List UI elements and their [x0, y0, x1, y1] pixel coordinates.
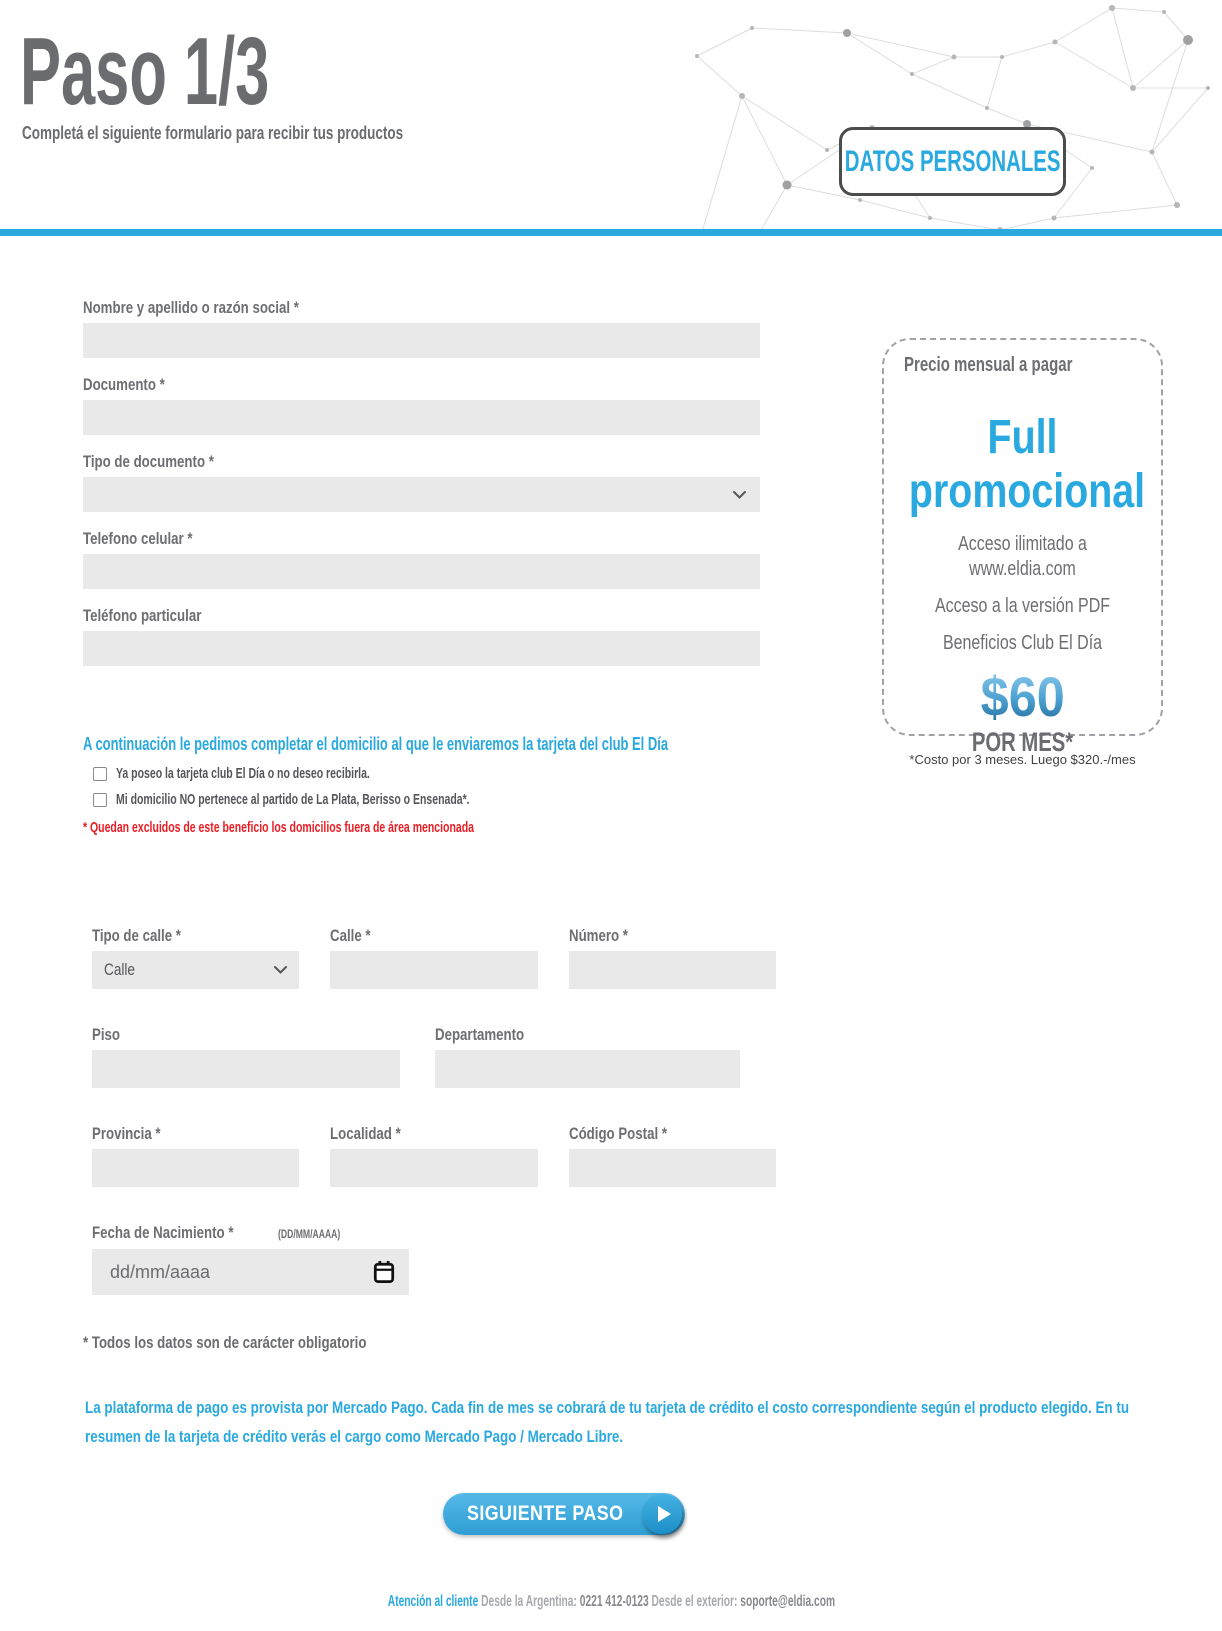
address-section	[92, 926, 760, 1187]
price-box-title: Precio mensual a pagar	[904, 354, 1073, 376]
required-note: * Todos los datos son de carácter obligatorio	[83, 1333, 367, 1352]
benefit-item: Acceso a la versión PDF	[934, 593, 1111, 617]
domicilio-checkbox-label: Mi domicilio NO pertenece al partido de La Plata, Berisso o Ensenada*.	[116, 791, 470, 808]
plan-name: Full promocional	[908, 411, 1146, 518]
header-divider	[0, 229, 1222, 236]
localidad-label: Localidad *	[330, 1124, 401, 1143]
domicilio-heading: A continuación le pedimos completar el domicilio al que le enviaremos la tarjeta del club El Día	[83, 734, 669, 754]
fecha-input[interactable]	[92, 1249, 409, 1295]
benefit-item: Beneficios Club El Día	[942, 630, 1103, 654]
fecha-input-wrapper	[92, 1249, 409, 1295]
domicilio-section	[83, 734, 760, 836]
calle-label: Calle *	[330, 926, 371, 945]
tipo-calle-field	[92, 926, 299, 989]
piso-field	[92, 1025, 400, 1088]
chevron-down-icon	[274, 966, 287, 974]
domicilio-checkbox[interactable]	[93, 793, 107, 807]
nombre-input[interactable]	[83, 323, 760, 358]
tipo-documento-select[interactable]	[83, 477, 760, 512]
button-row	[83, 1493, 1222, 1535]
departamento-input[interactable]	[435, 1050, 740, 1088]
argentina-phone: 0221 412-0123	[579, 1593, 649, 1610]
numero-input[interactable]	[569, 951, 776, 989]
localidad-input[interactable]	[330, 1149, 538, 1187]
play-icon	[642, 1494, 682, 1534]
datos-personales-badge: DATOS PERSONALES	[839, 127, 1066, 196]
fecha-format-hint: (DD/MM/AAAA)	[278, 1229, 341, 1241]
departamento-label: Departamento	[435, 1025, 525, 1044]
price-footnote: *Costo por 3 meses. Luego $320.-/mes	[909, 752, 1136, 767]
address-row-1	[92, 926, 760, 989]
domicilio-checkbox-row	[83, 791, 760, 808]
exterior-email: soporte@eldia.com	[739, 1593, 835, 1610]
codigo-postal-input[interactable]	[569, 1149, 776, 1187]
support-label: Atención al cliente	[387, 1593, 478, 1610]
calendar-icon[interactable]	[373, 1260, 395, 1284]
provincia-field	[92, 1124, 299, 1187]
particular-label: Teléfono particular	[83, 606, 202, 625]
payment-note: La plataforma de pago es provista por Mercado Pago. Cada fin de mes se cobrará de tu tarjeta de crédito el costo correspondiente según el producto elegido. En tu resumen de la tarjeta de crédito verás el cargo como Mercado Pago / Mercado Libre.	[85, 1398, 1130, 1446]
price-period: POR MES*	[971, 726, 1074, 757]
price-value: $60	[980, 664, 1065, 728]
address-row-2	[92, 1025, 760, 1088]
benefit-item: Acceso ilimitado a www.eldia.com	[958, 531, 1087, 580]
documento-label: Documento *	[83, 375, 165, 394]
tarjeta-checkbox-label: Ya poseo la tarjeta club El Día o no deseo recibirla.	[116, 765, 370, 782]
celular-field	[83, 529, 760, 589]
form-column	[83, 236, 760, 1353]
nombre-field	[83, 298, 760, 358]
particular-field	[83, 606, 760, 666]
exterior-label: Desde el exterior:	[651, 1593, 738, 1610]
exclusion-note: * Quedan excluidos de este beneficio los domicilios fuera de área mencionada	[83, 819, 474, 836]
fecha-nacimiento-label: Fecha de Nacimiento * (DD/MM/AAAA)	[92, 1223, 341, 1242]
numero-field	[569, 926, 776, 989]
address-row-3	[92, 1124, 760, 1187]
documento-field	[83, 375, 760, 435]
nombre-label: Nombre y apellido o razón social *	[83, 298, 299, 317]
chevron-down-icon	[733, 491, 746, 499]
numero-label: Número *	[569, 926, 628, 945]
network-decoration	[642, 0, 1222, 232]
codigo-postal-field	[569, 1124, 776, 1187]
tarjeta-checkbox-row	[83, 765, 760, 782]
localidad-field	[330, 1124, 538, 1187]
codigo-postal-label: Código Postal *	[569, 1124, 667, 1143]
page-header	[0, 0, 1222, 236]
page-footer	[101, 1593, 1121, 1611]
tipo-calle-label: Tipo de calle *	[92, 926, 181, 945]
siguiente-paso-button[interactable]	[443, 1493, 685, 1535]
celular-label: Telefono celular *	[83, 529, 193, 548]
argentina-label: Desde la Argentina:	[480, 1593, 577, 1610]
piso-input[interactable]	[92, 1050, 400, 1088]
departamento-field	[435, 1025, 740, 1088]
documento-input[interactable]	[83, 400, 760, 435]
provincia-input[interactable]	[92, 1149, 299, 1187]
provincia-label: Provincia *	[92, 1124, 161, 1143]
fecha-nacimiento-field	[92, 1223, 760, 1295]
page-subtitle: Completá el siguiente formulario para recibir tus productos	[22, 123, 404, 144]
celular-input[interactable]	[83, 554, 760, 589]
tarjeta-checkbox[interactable]	[93, 767, 107, 781]
tipo-documento-label: Tipo de documento *	[83, 452, 214, 471]
calle-field	[330, 926, 538, 989]
page-title: Paso 1/3	[20, 18, 270, 125]
price-box	[882, 338, 1163, 757]
piso-label: Piso	[92, 1025, 121, 1044]
footer-contact-line	[387, 1593, 834, 1611]
tipo-calle-select[interactable]: Calle	[92, 951, 299, 989]
tipo-documento-field	[83, 452, 760, 512]
calle-input[interactable]	[330, 951, 538, 989]
particular-input[interactable]	[83, 631, 760, 666]
siguiente-paso-label: SIGUIENTE PASO	[467, 1502, 624, 1525]
